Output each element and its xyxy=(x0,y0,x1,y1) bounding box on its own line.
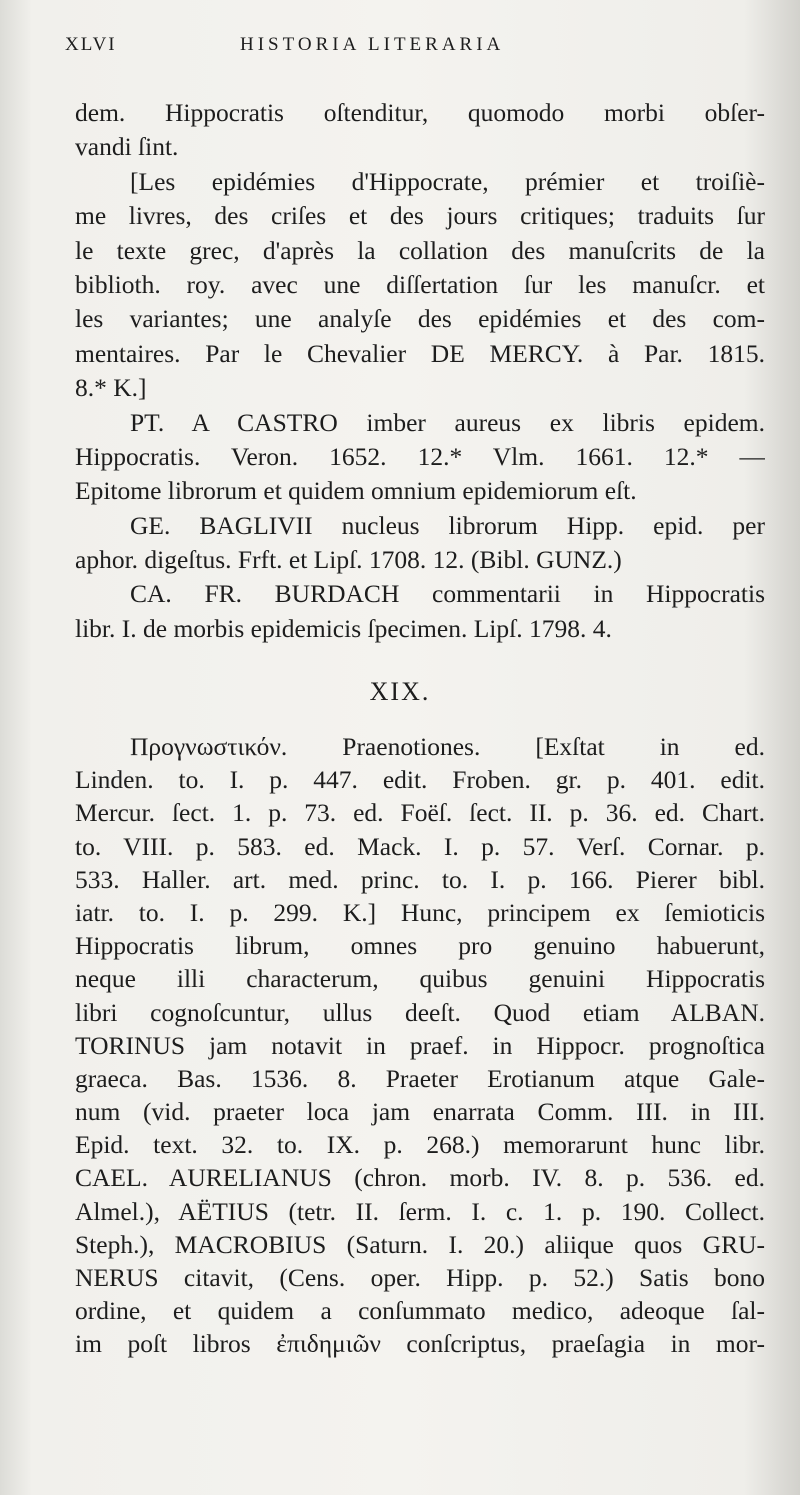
text-line: libri cognoſcuntur, ullus deeſt. Quod etiam ALBAN. xyxy=(75,997,765,1027)
text-line: me livres, des criſes et des jours critiques; traduits ſur xyxy=(75,201,765,231)
text-block-bottom xyxy=(75,730,765,1361)
text-line: neque illi characterum, quibus genuini Hippocratis xyxy=(75,964,765,994)
text-line: Mercur. ſect. 1. p. 73. ed. Foëſ. ſect. II. p. 36. ed. Chart. xyxy=(75,798,765,828)
running-head xyxy=(65,34,765,64)
text-line: Epitome librorum et quidem omnium epidemiorum eſt. xyxy=(75,476,637,506)
text-line: CAEL. AURELIANUS (chron. morb. IV. 8. p. 536. ed. xyxy=(75,1163,765,1193)
text-line: to. VIII. p. 583. ed. Mack. I. p. 57. Verſ. Cornar. p. xyxy=(75,831,765,861)
text-line: Hippocratis. Veron. 1652. 12.* Vlm. 1661. 12.* — xyxy=(75,441,765,471)
text-line: dem. Hippocratis oſtenditur, quomodo morbi obſer- xyxy=(75,98,765,127)
text-block-top xyxy=(75,96,765,646)
text-line: Linden. to. I. p. 447. edit. Froben. gr. p. 401. edit. xyxy=(75,765,765,795)
text-line: TORINUS jam notavit in praef. in Hippocr. prognoſtica xyxy=(75,1030,765,1060)
text-line: Steph.), MACROBIUS (Saturn. I. 20.) aliique quos GRU- xyxy=(75,1229,765,1259)
text-line: [Les epidémies d'Hippocrate, prémier et troiſiè- xyxy=(130,166,765,196)
text-line: NERUS citavit, (Cens. oper. Hipp. p. 52.) Satis bono xyxy=(75,1263,765,1292)
text-line: ordine, et quidem a conſummato medico, adeoque ſal- xyxy=(75,1296,765,1326)
text-line: les variantes; une analyſe des epidémies et des com- xyxy=(75,304,765,334)
text-line: PT. A CASTRO imber aureus ex libris epidem. xyxy=(130,407,765,437)
text-line: Hippocratis librum, omnes pro genuino habuerunt, xyxy=(75,931,765,961)
text-line: 8.* K.] xyxy=(75,373,147,403)
text-line: im poſt libros ἐπιδημιῶν conſcriptus, praeſagia in mor- xyxy=(75,1329,765,1359)
text-line: vandi ſint. xyxy=(75,132,179,162)
text-line: aphor. digeſtus. Frft. et Lipſ. 1708. 12. (Bibl. GUNZ.) xyxy=(75,545,622,575)
text-line: iatr. to. I. p. 299. K.] Hunc, principem ex ſemioticis xyxy=(75,897,765,927)
text-line: GE. BAGLIVII nucleus librorum Hipp. epid. per xyxy=(130,510,765,540)
text-line: biblioth. roy. avec une diſſertation ſur les manuſcr. et xyxy=(75,269,765,299)
text-line: Προγνωστικόν. Praenotiones. [Exſtat in ed. xyxy=(130,732,765,761)
page-folio: XLVI xyxy=(65,34,117,55)
text-line: mentaires. Par le Chevalier DE MERCY. à Par. 1815. xyxy=(75,338,765,368)
text-line: Almel.), AËTIUS (tetr. II. ſerm. I. c. 1. p. 190. Collect. xyxy=(75,1196,765,1226)
section-number: XIX. xyxy=(369,677,431,706)
text-line: 533. Haller. art. med. princ. to. I. p. 166. Pierer bibl. xyxy=(75,864,765,894)
text-line: Epid. text. 32. to. IX. p. 268.) memorarunt hunc libr. xyxy=(75,1130,765,1160)
text-line: graeca. Bas. 1536. 8. Praeter Erotianum atque Gale- xyxy=(75,1063,765,1093)
text-line: libr. I. de morbis epidemicis ſpecimen. Lipſ. 1798. 4. xyxy=(75,613,612,643)
running-title: HISTORIA LITERARIA xyxy=(240,34,505,55)
text-line: CA. FR. BURDACH commentarii in Hippocratis xyxy=(130,579,765,609)
text-line: le texte grec, d'après la collation des manuſcrits de la xyxy=(75,235,765,265)
text-line: num (vid. praeter loca jam enarrata Comm. III. in III. xyxy=(75,1097,765,1127)
